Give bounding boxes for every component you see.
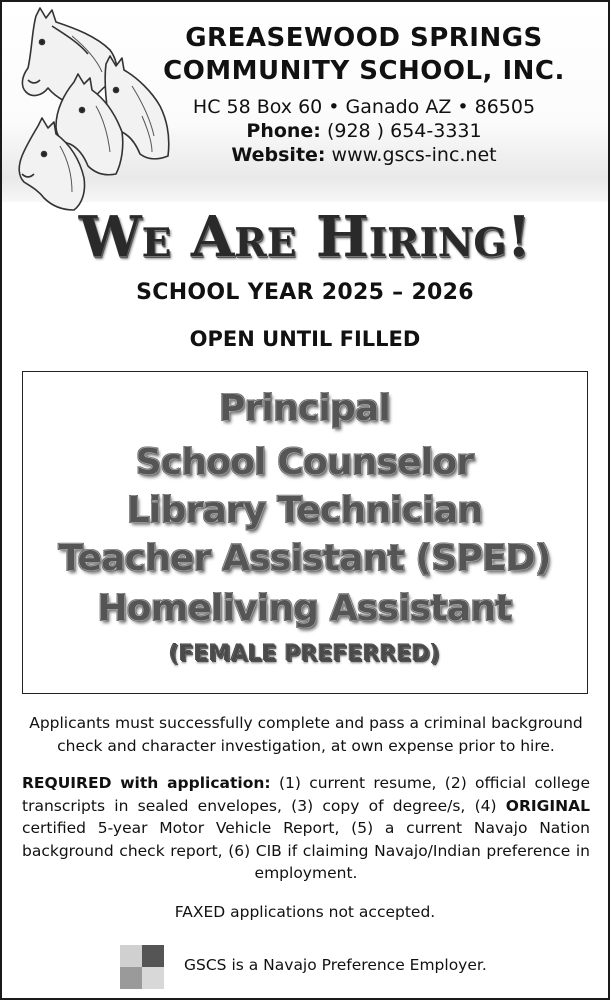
open-until-filled: OPEN UNTIL FILLED xyxy=(189,327,421,351)
phone-label: Phone: xyxy=(246,120,321,142)
website-label: Website: xyxy=(231,144,326,166)
fax-note: FAXED applications not accepted. xyxy=(174,903,436,921)
employer-preference-note: GSCS is a Navajo Preference Employer. xyxy=(184,956,487,974)
background-check-text: Applicants must successfully complete and pass a criminal background check and character investigation, at own expense prior to hire. xyxy=(29,714,583,755)
address: HC 58 Box 60 • Ganado AZ • 86505 xyxy=(192,96,536,118)
position-homeliving-assistant: Homeliving Assistant xyxy=(97,588,512,629)
website-value: www.gscs-inc.net xyxy=(325,144,497,166)
org-name-line2: COMMUNITY SCHOOL, INC. xyxy=(163,56,565,86)
position-school-counselor: School Counselor xyxy=(135,442,474,483)
hiring-headline: We Are Hiring! xyxy=(78,204,532,270)
required-text-1: (1) current resume, (2) official college transcripts in sealed envelopes, (3) copy of degree/s, (4) xyxy=(22,774,590,815)
phone-value: (928 ) 654-3331 xyxy=(320,120,482,142)
phone xyxy=(152,119,576,143)
positions-box xyxy=(22,371,588,694)
school-year: SCHOOL YEAR 2025 – 2026 xyxy=(136,280,474,305)
position-library-technician: Library Technician xyxy=(126,490,483,531)
position-note: (FEMALE PREFERRED) xyxy=(168,642,441,667)
original-label: ORIGINAL xyxy=(505,796,590,815)
required-label: REQUIRED with application: xyxy=(22,774,271,792)
position-principal: Principal xyxy=(219,388,390,429)
org-name-line1: GREASEWOOD SPRINGS xyxy=(185,23,543,53)
required-documents-text xyxy=(22,772,590,885)
checkered-emblem-icon xyxy=(120,945,164,989)
website xyxy=(152,143,576,167)
required-text-2: certified 5-year Motor Vehicle Report, (5) a current Navajo Nation background check report, (6) CIB if claiming Navajo/Indian preference in employment. xyxy=(22,819,590,882)
position-teacher-assistant: Teacher Assistant (SPED) xyxy=(58,538,551,579)
